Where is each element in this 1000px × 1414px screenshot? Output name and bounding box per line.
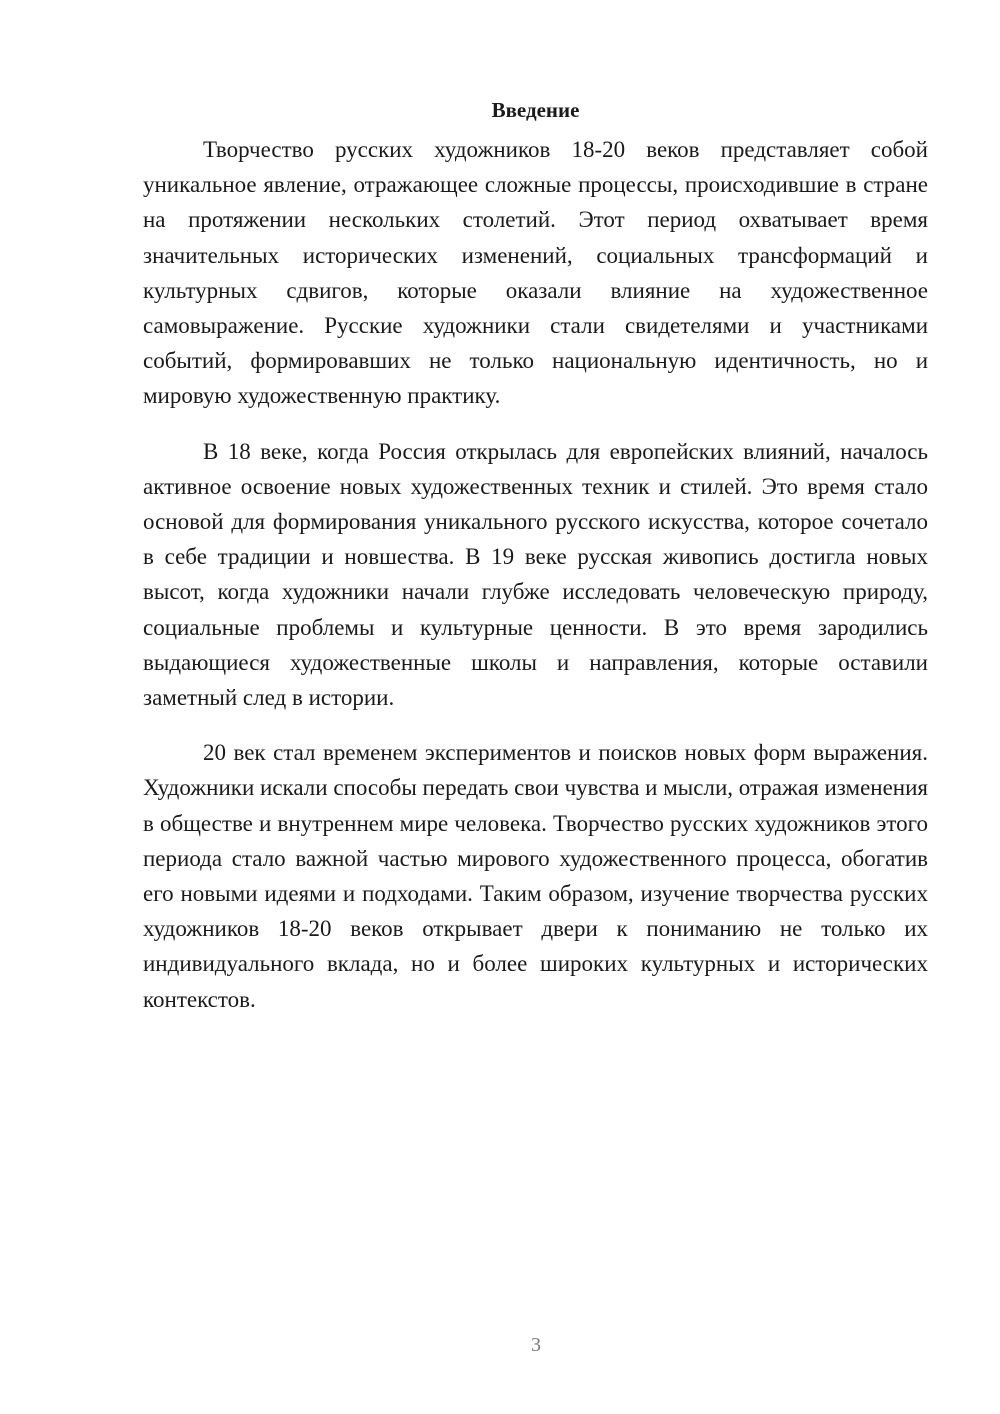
page-content [143,92,928,1037]
paragraph-3: 20 век стал временем экспериментов и поисков новых форм выражения. Художники искали способы передать свои чувства и мысли, отражая изменения в обществе и внутреннем мире человека. Творчество русских художников этого периода стало важной частью мирового художественного процесса, обогатив его новыми идеями и подходами. Таким образом, изучение творчества русских художников 18-20 веков открывает двери к пониманию не только их индивидуального вклада, но и более широких культурных и исторических контекстов. [143,740,928,1012]
paragraph-1: Творчество русских художников 18-20 веков представляет собой уникальное явление, отражающее сложные процессы, происходившие в стране на протяжении нескольких столетий. Этот период охватывает время значительных исторических изменений, социальных трансформаций и культурных сдвигов, которые оказали влияние на художественное самовыражение. Русские художники стали свидетелями и участниками событий, формировавших не только национальную идентичность, но и мировую художественную практику. [143,137,928,409]
section-title: Введение [491,98,580,122]
page-number: 3 [531,1334,541,1356]
paragraph-2: В 18 веке, когда Россия открылась для европейских влияний, началось активное освоение новых художественных техник и стилей. Это время стало основой для формирования уникального русского искусства, которое сочетало в себе традиции и новшества. В 19 веке русская живопись достигла новых высот, когда художники начали глубже исследовать человеческую природу, социальные проблемы и культурные ценности. В это время зародились выдающиеся художественные школы и направления, которые оставили заметный след в истории. [143,438,928,711]
